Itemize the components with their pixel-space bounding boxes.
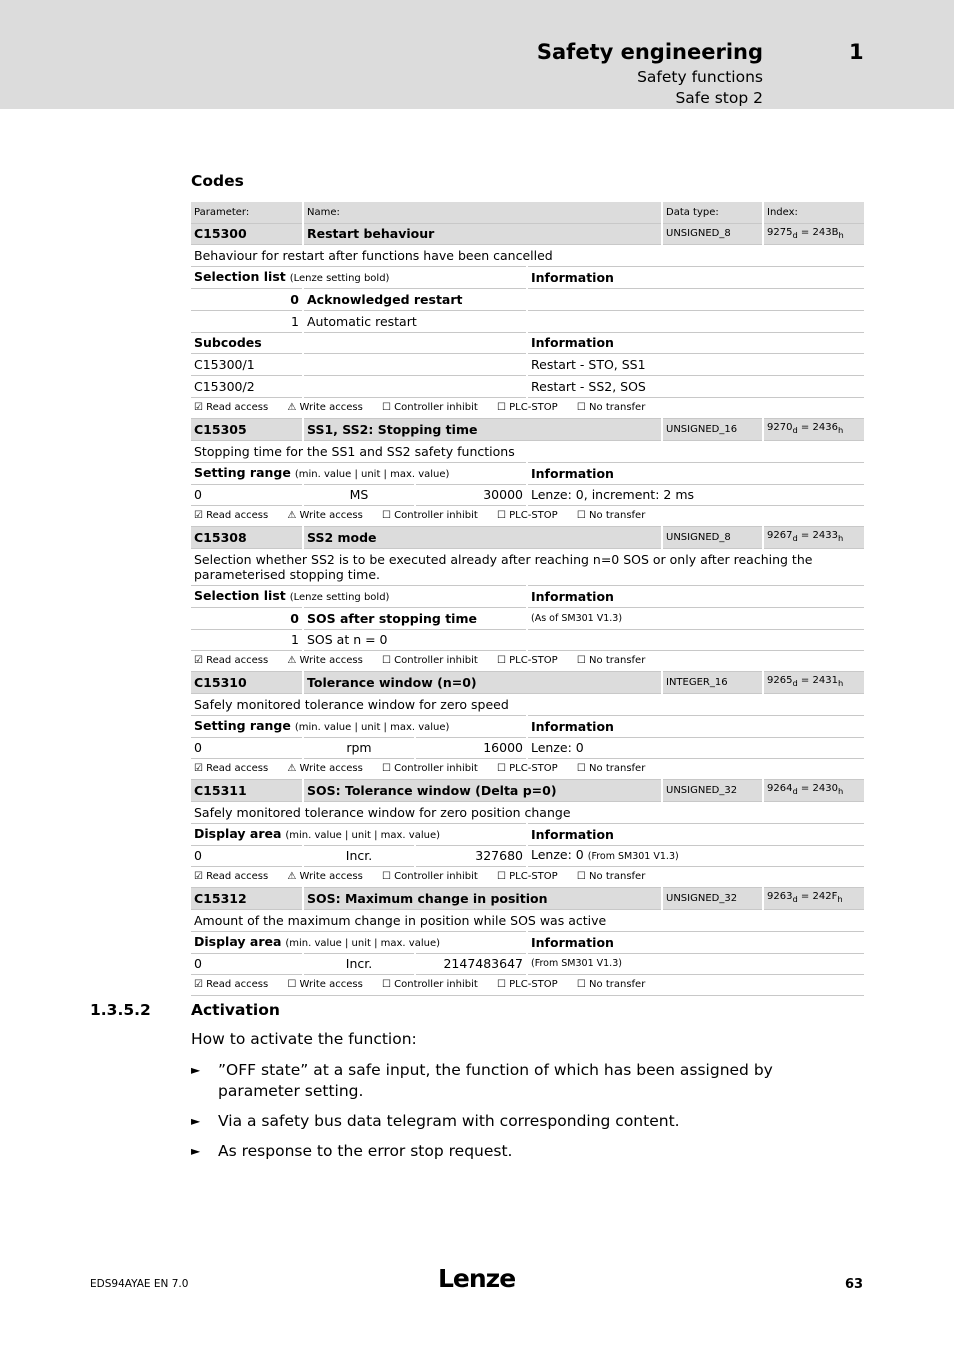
code-name: SS1, SS2: Stopping time: [303, 418, 662, 440]
option-text: Acknowledged restart: [303, 288, 527, 310]
controller-inhibit-checkbox-icon: ☐ Controller inhibit: [381, 763, 478, 774]
no-transfer-checkbox-icon: ☐ No transfer: [576, 655, 646, 666]
parameter-label: Parameter:: [191, 202, 303, 223]
read-access-checkbox-icon: ☑ Read access: [194, 979, 269, 990]
code-header-row: [191, 779, 864, 801]
range-info: Lenze: 0: [527, 737, 864, 758]
option-text: Automatic restart: [303, 310, 527, 332]
chapter-number: 1: [849, 40, 864, 64]
option-text: SOS after stopping time: [303, 607, 527, 629]
code-name: Tolerance window (n=0): [303, 671, 662, 693]
section-subtitle: Safety functions: [637, 68, 763, 86]
code-index: $9270_d = 2436_h$: [763, 418, 864, 440]
subsection-subtitle: Safe stop 2: [675, 89, 763, 107]
read-access-checkbox-icon: ☑ Read access: [194, 655, 269, 666]
document-id: EDS94AYAE EN 7.0: [90, 1278, 189, 1290]
range-max: 30000: [415, 484, 527, 505]
access-row: [191, 505, 864, 526]
controller-inhibit-checkbox-icon: ☐ Controller inhibit: [381, 979, 478, 990]
write-access-warning-icon: ⚠ Write access: [287, 510, 363, 521]
read-access-checkbox-icon: ☑ Read access: [194, 402, 269, 413]
subcode-row: [191, 353, 864, 375]
list-item-text: Via a safety bus data telegram with corresponding content.: [218, 1112, 680, 1130]
read-access-checkbox-icon: ☑ Read access: [194, 763, 269, 774]
range-row: [191, 845, 864, 866]
range-row: [191, 484, 864, 505]
option-row: [191, 310, 864, 332]
data-type: INTEGER_16: [662, 671, 763, 693]
code-description: Stopping time for the SS1 and SS2 safety functions: [191, 440, 864, 462]
controller-inhibit-checkbox-icon: ☐ Controller inhibit: [381, 402, 478, 413]
subcode-id: C15300/2: [191, 375, 303, 397]
no-transfer-checkbox-icon: ☐ No transfer: [576, 871, 646, 882]
read-access-checkbox-icon: ☑ Read access: [194, 871, 269, 882]
information-header: Information: [527, 931, 864, 953]
range-min: 0: [191, 953, 303, 974]
plc-stop-checkbox-icon: ☐ PLC-STOP: [496, 510, 558, 521]
selection-list-header: Selection list (Lenze setting bold): [191, 266, 527, 288]
data-type: UNSIGNED_32: [662, 887, 763, 909]
code-description: Safely monitored tolerance window for zero position change: [191, 801, 864, 823]
plc-stop-checkbox-icon: ☐ PLC-STOP: [496, 402, 558, 413]
code-index: $9265_d = 2431_h$: [763, 671, 864, 693]
code-name: SOS: Maximum change in position: [303, 887, 662, 909]
range-unit: rpm: [303, 737, 415, 758]
option-row: [191, 288, 864, 310]
access-row: [191, 974, 864, 995]
option-value: 1: [191, 629, 303, 650]
display-area-header: Display area (min. value | unit | max. value): [191, 931, 527, 953]
data-type: UNSIGNED_32: [662, 779, 763, 801]
plc-stop-checkbox-icon: ☐ PLC-STOP: [496, 655, 558, 666]
list-item-text: ”OFF state” at a safe input, the function of which has been assigned by parameter setting.: [218, 1061, 773, 1100]
bullet-arrow-icon: ►: [191, 1063, 201, 1077]
index-label: Index:: [763, 202, 864, 223]
option-value: 1: [191, 310, 303, 332]
write-access-warning-icon: ⚠ Write access: [287, 763, 363, 774]
no-transfer-checkbox-icon: ☐ No transfer: [576, 402, 646, 413]
chapter-title: Safety engineering: [536, 40, 763, 64]
bullet-arrow-icon: ►: [191, 1114, 201, 1128]
setting-range-header: Setting range (min. value | unit | max. value): [191, 462, 527, 484]
controller-inhibit-checkbox-icon: ☐ Controller inhibit: [381, 655, 478, 666]
range-max: 2147483647: [415, 953, 527, 974]
range-row: [191, 737, 864, 758]
code-id: C15300: [191, 223, 303, 244]
no-transfer-checkbox-icon: ☐ No transfer: [576, 979, 646, 990]
range-min: 0: [191, 845, 303, 866]
code-header-row: [191, 887, 864, 909]
bullet-arrow-icon: ►: [191, 1144, 201, 1158]
option-value: 0: [191, 288, 303, 310]
code-id: C15308: [191, 526, 303, 548]
write-access-checkbox-icon: ☐ Write access: [287, 979, 363, 990]
information-header: Information: [527, 715, 864, 737]
write-access-warning-icon: ⚠ Write access: [287, 871, 363, 882]
option-value: 0: [191, 607, 303, 629]
option-info: (As of SM301 V1.3): [527, 607, 864, 629]
no-transfer-checkbox-icon: ☐ No transfer: [576, 763, 646, 774]
code-name: SS2 mode: [303, 526, 662, 548]
plc-stop-checkbox-icon: ☐ PLC-STOP: [496, 979, 558, 990]
column-label-row: [191, 202, 864, 223]
code-description: Selection whether SS2 is to be executed already after reaching n=0 SOS or only after reaching the parameterised stopping time.: [191, 548, 864, 585]
subcode-info: Restart - SS2, SOS: [527, 375, 864, 397]
subcode-row: [191, 375, 864, 397]
data-type: UNSIGNED_8: [662, 223, 763, 244]
information-header: Information: [527, 266, 864, 288]
access-row: [191, 758, 864, 779]
write-access-warning-icon: ⚠ Write access: [287, 402, 363, 413]
section-number: 1.3.5.2: [90, 1001, 151, 1019]
information-header: Information: [527, 823, 864, 845]
read-access-checkbox-icon: ☑ Read access: [194, 510, 269, 521]
data-type: UNSIGNED_8: [662, 526, 763, 548]
option-row: [191, 629, 864, 650]
subcodes-header: Subcodes: [191, 332, 527, 353]
code-id: C15305: [191, 418, 303, 440]
code-index: $9275_d = 243B_h$: [763, 223, 864, 244]
datatype-label: Data type:: [662, 202, 763, 223]
data-type: UNSIGNED_16: [662, 418, 763, 440]
range-unit: Incr.: [303, 953, 415, 974]
code-header-row: [191, 223, 864, 244]
information-header: Information: [527, 585, 864, 607]
code-header-row: [191, 526, 864, 548]
option-text: SOS at n = 0: [303, 629, 527, 650]
code-name: SOS: Tolerance window (Delta p=0): [303, 779, 662, 801]
codes-heading: Codes: [191, 172, 244, 190]
controller-inhibit-checkbox-icon: ☐ Controller inhibit: [381, 871, 478, 882]
code-id: C15311: [191, 779, 303, 801]
lenze-logo: Lenze: [438, 1264, 516, 1293]
page-number: 63: [845, 1277, 864, 1292]
code-index: $9267_d = 2433_h$: [763, 526, 864, 548]
range-info: Lenze: 0 (From SM301 V1.3): [527, 845, 864, 866]
code-index: $9264_d = 2430_h$: [763, 779, 864, 801]
code-name: Restart behaviour: [303, 223, 662, 244]
code-index: $9263_d = 242F_h$: [763, 887, 864, 909]
code-header-row: [191, 418, 864, 440]
range-max: 16000: [415, 737, 527, 758]
subcode-id: C15300/1: [191, 353, 303, 375]
section-title: Activation: [191, 1001, 280, 1019]
no-transfer-checkbox-icon: ☐ No transfer: [576, 510, 646, 521]
range-unit: Incr.: [303, 845, 415, 866]
plc-stop-checkbox-icon: ☐ PLC-STOP: [496, 763, 558, 774]
display-area-header: Display area (min. value | unit | max. value): [191, 823, 527, 845]
code-id: C15312: [191, 887, 303, 909]
code-description: Behaviour for restart after functions have been cancelled: [191, 244, 864, 266]
information-header: Information: [527, 462, 864, 484]
name-label: Name:: [303, 202, 662, 223]
access-row: [191, 397, 864, 418]
list-item-text: As response to the error stop request.: [218, 1142, 513, 1160]
plc-stop-checkbox-icon: ☐ PLC-STOP: [496, 871, 558, 882]
write-access-warning-icon: ⚠ Write access: [287, 655, 363, 666]
code-id: C15310: [191, 671, 303, 693]
range-info: Lenze: 0, increment: 2 ms: [527, 484, 864, 505]
range-row: [191, 953, 864, 974]
range-max: 327680: [415, 845, 527, 866]
range-min: 0: [191, 737, 303, 758]
range-info: (From SM301 V1.3): [527, 953, 864, 974]
code-header-row: [191, 671, 864, 693]
header-band: [0, 0, 954, 109]
option-row: [191, 607, 864, 629]
range-min: 0: [191, 484, 303, 505]
access-row: [191, 650, 864, 671]
codes-table: [191, 202, 864, 996]
access-row: [191, 866, 864, 887]
code-description: Amount of the maximum change in position while SOS was active: [191, 909, 864, 931]
setting-range-header: Setting range (min. value | unit | max. value): [191, 715, 527, 737]
code-description: Safely monitored tolerance window for zero speed: [191, 693, 864, 715]
intro-text: How to activate the function:: [191, 1030, 417, 1048]
selection-list-header: Selection list (Lenze setting bold): [191, 585, 527, 607]
information-header: Information: [527, 332, 864, 353]
subcode-info: Restart - STO, SS1: [527, 353, 864, 375]
controller-inhibit-checkbox-icon: ☐ Controller inhibit: [381, 510, 478, 521]
range-unit: MS: [303, 484, 415, 505]
